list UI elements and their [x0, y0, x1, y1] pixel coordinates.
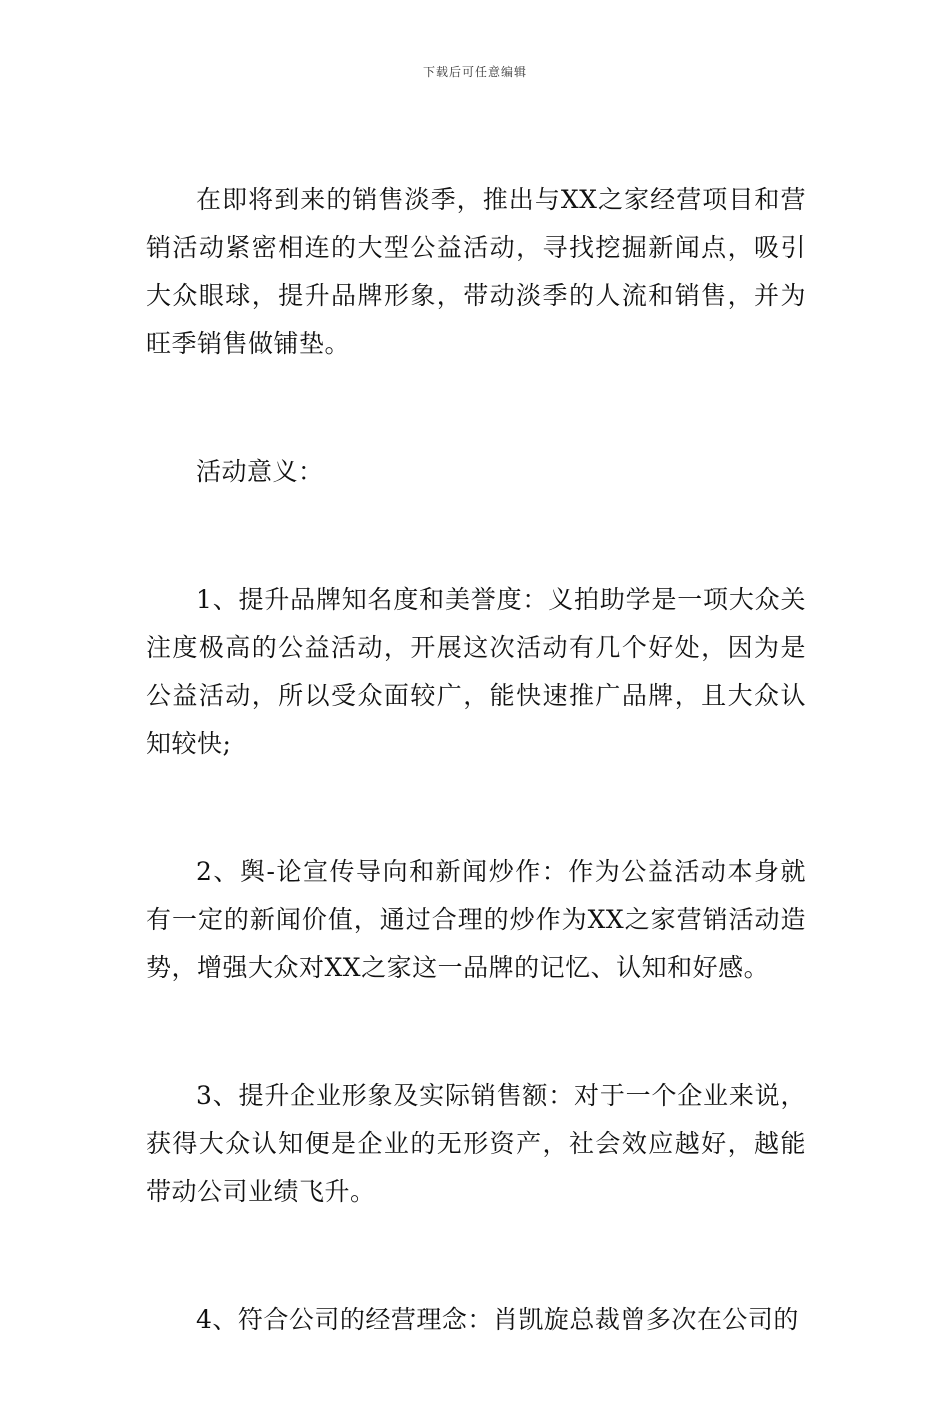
point-4-paragraph: 4、符合公司的经营理念：肖凯旋总裁曾多次在公司的 [196, 1305, 799, 1334]
section-heading-activity-significance: 活动意义： [196, 457, 324, 486]
document-body [146, 176, 806, 1424]
point-1-paragraph: 1、提升品牌知名度和美誉度：义拍助学是一项大众关注度极高的公益活动，开展这次活动有几个好处，因为是公益活动，所以受众面较广，能快速推广品牌，且大众认知较快; [146, 585, 806, 758]
page-header-note: 下载后可任意编辑 [422, 65, 527, 79]
point-2-paragraph: 2、舆-论宣传导向和新闻炒作：作为公益活动本身就有一定的新闻价值，通过合理的炒作为XX之家营销活动造势，增强大众对XX之家这一品牌的记忆、认知和好感。 [146, 857, 806, 982]
intro-paragraph: 在即将到来的销售淡季，推出与XX之家经营项目和营销活动紧密相连的大型公益活动，寻找挖掘新闻点，吸引大众眼球，提升品牌形象，带动淡季的人流和销售，并为旺季销售做铺垫。 [146, 185, 806, 358]
point-3-paragraph: 3、提升企业形象及实际销售额：对于一个企业来说，获得大众认知便是企业的无形资产，社会效应越好，越能带动公司业绩飞升。 [146, 1081, 806, 1206]
